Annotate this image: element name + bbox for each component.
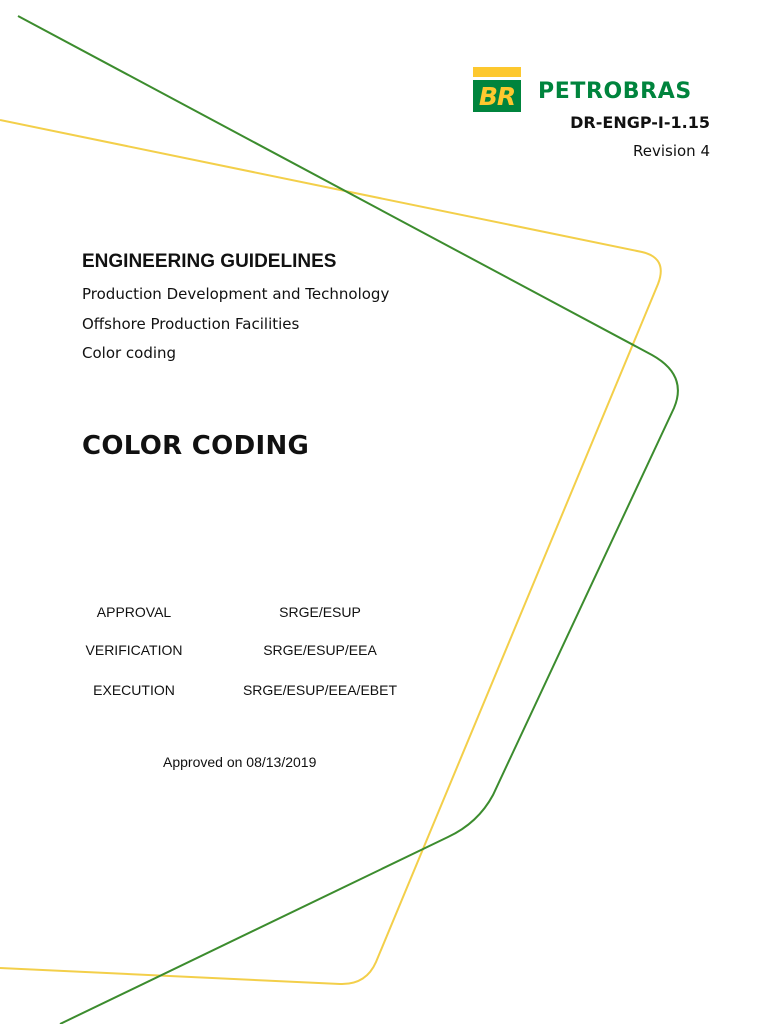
decorative-green-line <box>18 16 678 1024</box>
heading-line-subject: Color coding <box>82 344 177 362</box>
logo-br-box <box>473 80 521 112</box>
execution-role: EXECUTION <box>93 682 175 698</box>
document-id: DR-ENGP-I-1.15 <box>570 113 710 132</box>
verification-unit: SRGE/ESUP/EEA <box>263 642 377 658</box>
decorative-yellow-line <box>0 120 661 984</box>
approval-date: Approved on 08/13/2019 <box>163 754 317 770</box>
heading-line-department: Production Development and Technology <box>82 285 390 303</box>
execution-row <box>60 679 420 701</box>
heading-line-area: Offshore Production Facilities <box>82 315 300 333</box>
approval-row <box>60 601 420 623</box>
logo-yellow-bar <box>473 67 521 77</box>
verification-role: VERIFICATION <box>85 642 183 658</box>
approval-role: APPROVAL <box>96 604 172 620</box>
document-revision: Revision 4 <box>633 142 710 160</box>
verification-row <box>60 639 420 661</box>
execution-unit: SRGE/ESUP/EEA/EBET <box>242 682 398 698</box>
approval-unit: SRGE/ESUP <box>279 604 361 620</box>
guidelines-heading: ENGINEERING GUIDELINES <box>82 251 337 272</box>
document-title: COLOR CODING <box>82 431 310 461</box>
petrobras-logo <box>473 67 723 113</box>
logo-br-mark: BR <box>478 81 516 111</box>
logo-wordmark: PETROBRAS <box>538 79 692 104</box>
